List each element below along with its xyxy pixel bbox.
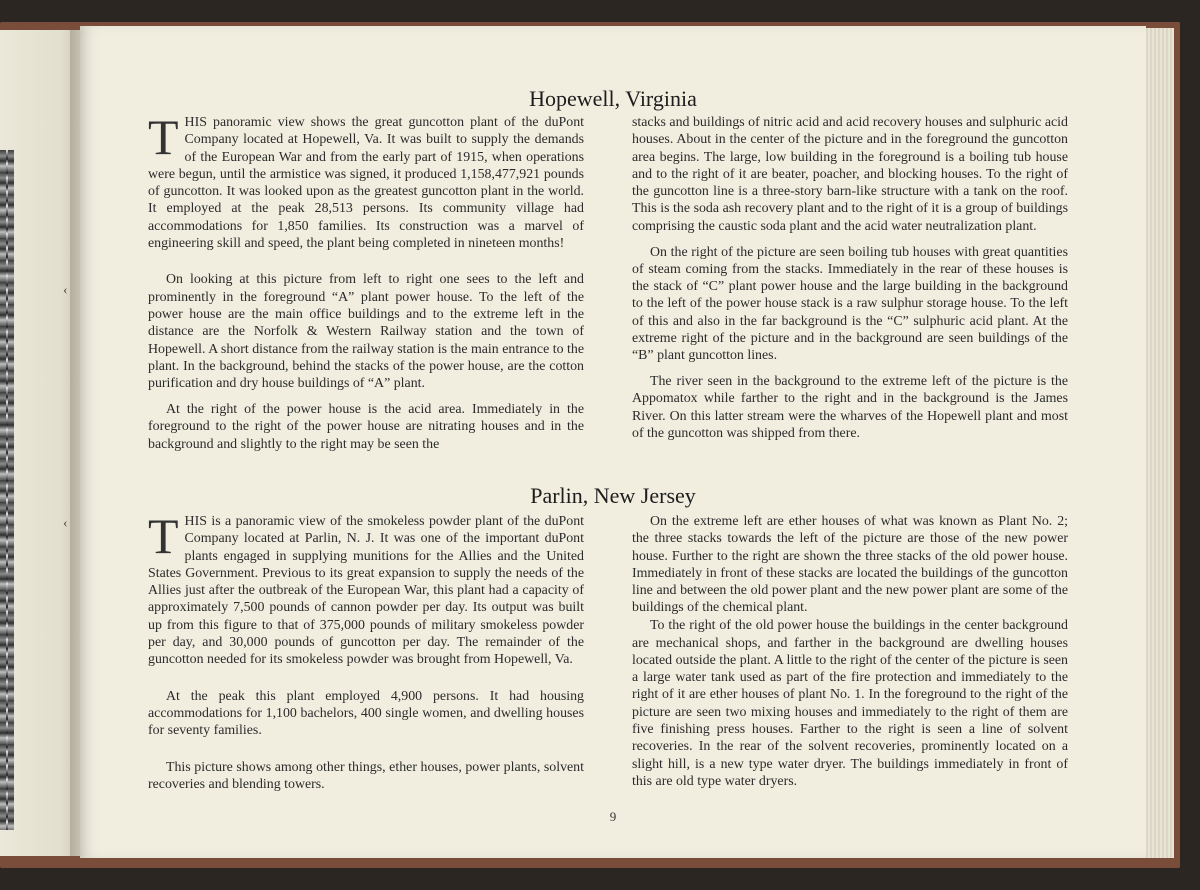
hopewell-left-column [148,109,584,461]
paragraph: The river seen in the background to the extreme left of the picture is the Appomatox while farther to the right and in the background is the James River. On this latter stream were the wharves of the Hopewell plant and most of the guncotton was shipped from there. [632,374,1068,442]
paragraph: On looking at this picture from left to right one sees to the left and prominently in the foreground “A” plant power house. To the left of the power house are the main office buildings and to the extreme left in the distance are the Norfolk & Western Railway station and the town of Hopewell. A short distance from the railway station is the main entrance to the plant. In the background, behind the stacks of the power house, are the cotton purification and dry house buildings of “A” plant. [148,272,584,392]
left-page-photo-edge [0,150,14,830]
section-title-parlin: Parlin, New Jersey [530,483,696,508]
drop-cap: T [148,508,179,564]
paragraph: This picture shows among other things, ether houses, power plants, solvent recoveries and blending towers. [148,759,584,792]
book-gutter [70,30,90,856]
drop-cap: T [148,109,179,165]
parlin-right-column [632,513,1068,799]
section-title-hopewell: Hopewell, Virginia [529,86,697,111]
paragraph: At the peak this plant employed 4,900 persons. It had housing accommodations for 1,100 bachelors, 400 single women, and dwelling houses for seventy families. [148,688,584,739]
hopewell-right-column [632,114,1068,451]
binding-thread: ‹ [63,516,68,531]
paragraph: At the right of the power house is the acid area. Immediately in the foreground to the right of the power house are nitrating houses and in the background and slightly to the right may be seen the [148,401,584,452]
paragraph: THIS is a panoramic view of the smokeless powder plant of the duPont Company located at Parlin, N. J. It was one of the important duPont plants engaged in supplying munitions for the Allies and the United States Government. Previous to its great expansion to supply the needs of the Allies just after the outbreak of the European War, this plant had a capacity of approximately 7,500 pounds of cannon powder per day. Its output was built up from this figure to that of 375,000 pounds of military smokeless powder per day, and 30,000 pounds of guncotton per day. The remainder of the guncotton needed for its smokeless powder was brought from Hopewell, Va. [148,508,584,668]
paragraph: On the right of the picture are seen boiling tub houses with great quantities of steam coming from the stacks. Immediately in the rear of these houses is the stack of “C” plant power house and the large building in the background to the left of the power house stack is a raw sulphur storage house. To the left of this and also in the far background is the “C” sulphuric acid plant. At the extreme right of the picture and in the background are seen buildings of the “B” plant guncotton lines. [632,244,1068,364]
parlin-left-column [148,508,584,802]
page-number: 9 [609,809,617,824]
book-page [80,26,1146,858]
binding-thread: ‹ [63,283,68,298]
paragraph: On the extreme left are ether houses of what was known as Plant No. 2; the three stacks towards the left of the picture are those of the new power house. Further to the right are shown the three stacks of the old power house. Immediately in front of these stacks are located the buildings of the guncotton line and between the old power plant and the new power plant are some of the buildings of the chemical plant. [632,514,1068,616]
paragraph: stacks and buildings of nitric acid and acid recovery houses and sulphuric acid houses. About in the center of the picture and in the foreground the guncotton area begins. The large, low building in the foreground is a boiling tub house and to the right of it are beater, poacher, and blocking houses. To the right of the guncotton line is a three-story barn-like structure with a tank on the roof. This is the soda ash recovery plant and to the right of it is a group of buildings comprising the caustic soda plant and the acid water neutralization plant. [632,115,1068,234]
paragraph: To the right of the old power house the buildings in the center background are mechanical shops, and farther in the background are dwelling houses located outside the plant. A little to the right of the center of the picture is seen a large water tank used as part of the fire protection and immediately to the right of it are ether houses of plant No. 1. In the foreground to the right of the picture are seen two mixing houses and immediately to the right of them are five finishing press houses. Farther to the right is seen a line of solvent recoveries. In the rear of the solvent recoveries, prominently located on a slight hill, is a new type water dryer. The buildings immediately in front of this are old type water dryers. [632,618,1068,789]
paragraph: THIS panoramic view shows the great guncotton plant of the duPont Company located at Hopewell, Va. It was built to supply the demands of the European War and from the early part of 1915, when operations were begun, until the armistice was signed, it produced 1,158,477,921 pounds of guncotton. It was looked upon as the greatest guncotton plant in the world. It employed at the peak 28,513 persons. Its community village had accommodations for 1,850 families. Its construction was a marvel of engineering skill and speed, the plant being completed in nineteen months! [148,109,584,252]
